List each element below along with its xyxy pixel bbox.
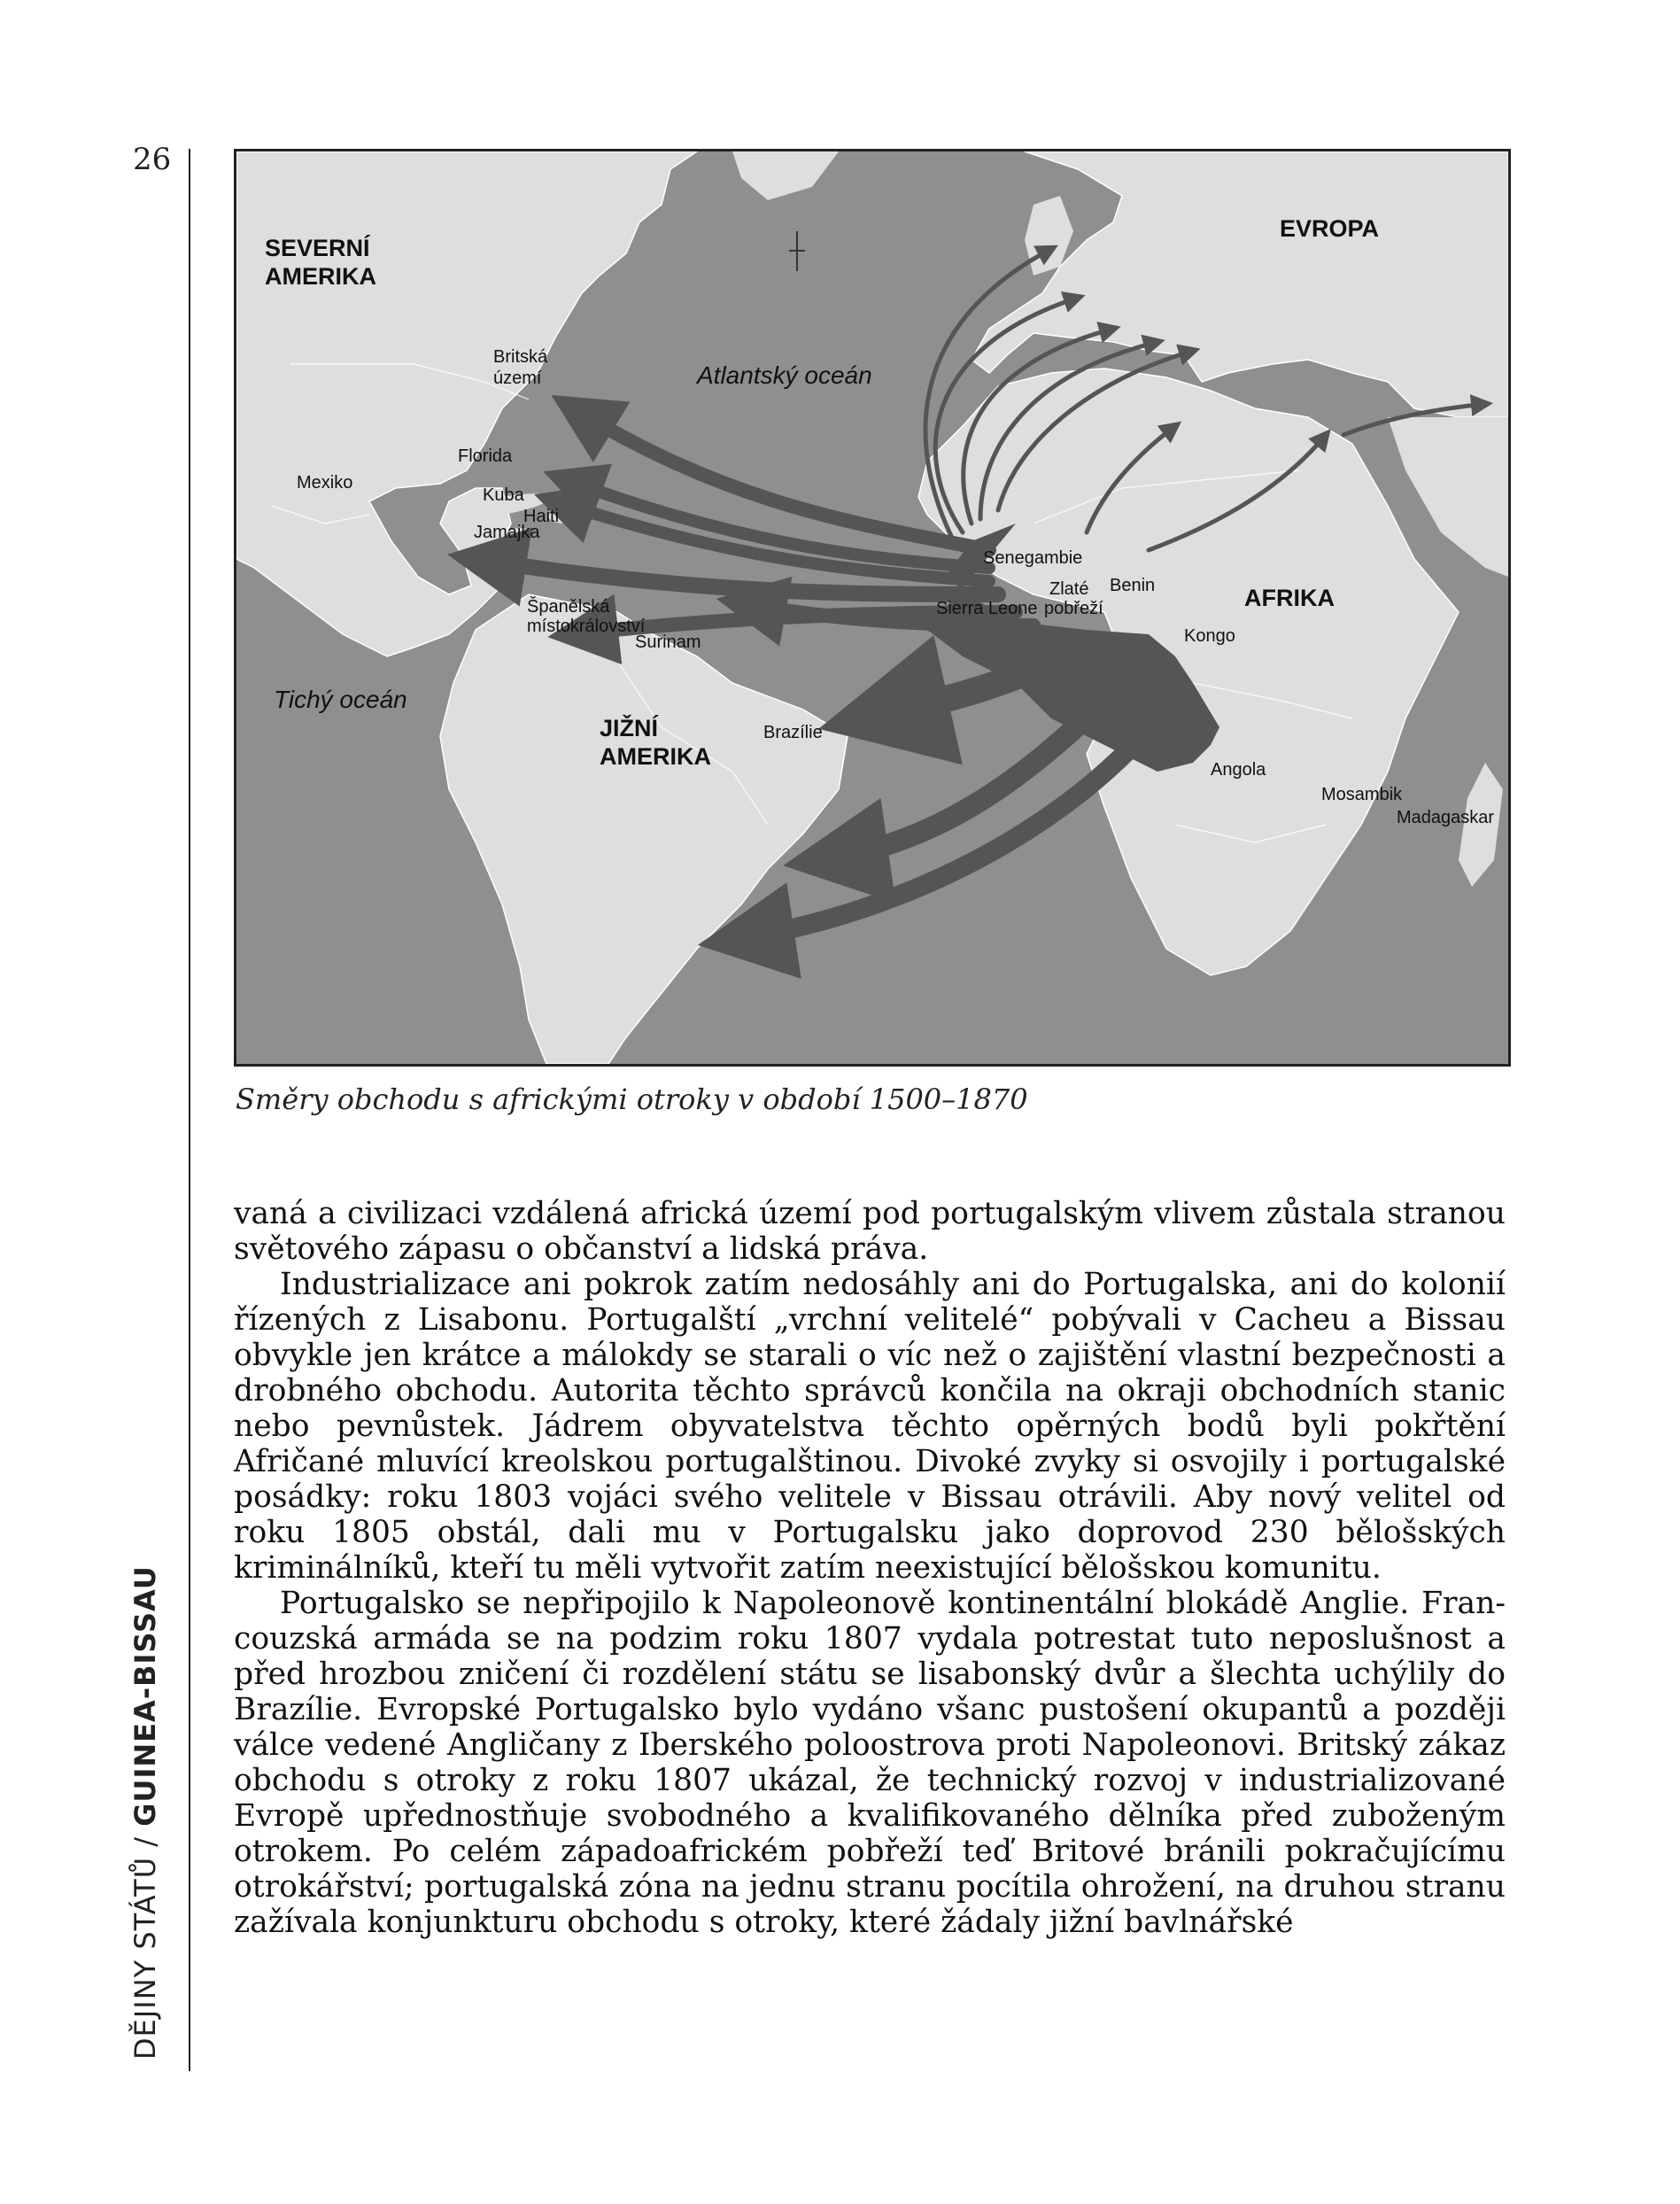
label-gold-coast-1: Zlaté (1049, 579, 1089, 599)
label-south-america-1: JIŽNÍ (600, 715, 659, 741)
label-south-america-2: AMERIKA (600, 743, 711, 770)
label-jamaica: Jamajka (474, 523, 540, 542)
map-caption: Směry obchodu s africkými otroky v období 1500–1870 (236, 1083, 1028, 1116)
label-north-america-1: SEVERNÍ (265, 235, 370, 261)
label-north-america-2: AMERIKA (265, 263, 376, 290)
label-haiti: Haiti (523, 507, 560, 526)
label-atlantic-ocean: Atlantský oceán (697, 361, 872, 389)
slave-trade-map (234, 149, 1511, 1067)
body-text (234, 1196, 1506, 1940)
label-cuba: Kuba (483, 485, 524, 505)
label-florida: Florida (458, 446, 513, 466)
label-sierra-leone: Sierra Leone (936, 599, 1038, 618)
paragraph-2: Industrializace ani pokrok zatím nedosáhly ani do Portugalska, ani do kolonií řízených z Lisabonu. Portugalští „vrchní velitelé“ pobývali v Cacheu a Bissau obvykle jen krátce a málokdy se starali o víc než o zajištění vlastní bezpečnosti a drobného obchodu. Autorita těchto správců končila na okraji obchodních stanic nebo pevnůstek. Jádrem obyvatelstva těchto opěrných bodů byli pokřtění Afričané mluvící kreolskou portugalštinou. Divoké zvyky si osvojily i portugalské posádky: roku 1803 vojáci svého velitele v Bissau otrávili. Aby nový velitel od roku 1805 obstál, dali mu v Portugalsku jako doprovod 230 bělošských kriminálníků, kteří tu měli vytvořit zatím neexistující bělošskou komunitu. (234, 1267, 1506, 1586)
label-mozambique: Mosambik (1321, 785, 1403, 804)
side-label-country: GUINEA-BISSAU (128, 1565, 162, 1827)
label-surinam: Surinam (635, 632, 701, 652)
label-british-2: území (493, 369, 542, 388)
side-label-prefix: DĚJINY STÁTŮ / (128, 1826, 162, 2060)
label-brazil: Brazílie (763, 723, 823, 742)
label-angola: Angola (1211, 760, 1266, 780)
label-mexico: Mexiko (297, 473, 353, 493)
label-british-1: Britská (493, 347, 548, 367)
side-label (128, 1565, 162, 2060)
side-rule (189, 149, 190, 2071)
label-africa: AFRIKA (1244, 585, 1335, 611)
label-spanish-2: místokrálovství (527, 617, 646, 636)
label-spanish-1: Španělská (527, 597, 610, 617)
label-benin: Benin (1110, 576, 1156, 595)
label-pacific-ocean: Tichý oceán (274, 686, 407, 713)
map-svg (236, 151, 1508, 1064)
label-gold-coast-2: pobřeží (1044, 599, 1103, 618)
page-number: 26 (133, 142, 172, 177)
label-madagascar: Madagaskar (1397, 808, 1495, 827)
label-europe: EVROPA (1280, 215, 1380, 242)
label-kongo: Kongo (1184, 626, 1235, 646)
paragraph-3: Portugalsko se nepřipojilo k Napoleonově kontinentální blokádě Anglie. Francouzská armáda se na podzim roku 1807 vydala potrestat tuto neposlušnost a před hrozbou zničení či rozdělení státu se lisabonský dvůr a šlechta uchýlily do Brazílie. Evropské Portugalsko bylo vydáno všanc pustošení okupantů a později válce vedené Angličany z Iberského poloostrova proti Napoleonovi. Britský zákaz obchodu s otroky z roku 1807 ukázal, že technický rozvoj v industrializované Evropě upřednostňuje svobodného a kvalifikovaného dělníka před zuboženým otrokem. Po celém západoafrickém pobřeží teď Britové bránili pokračujícímu otrokářství; portugalská zóna na jednu stranu pocítila ohrožení, na druhou stranu zažívala konjunkturu obchodu s otroky, které žádaly jižní bavlnářské (234, 1586, 1506, 1940)
paragraph-1: vaná a civilizaci vzdálená africká území pod portugalským vlivem zůstala stranou světového zápasu o občanství a lidská práva. (234, 1196, 1506, 1267)
label-senegambia: Senegambie (983, 548, 1083, 568)
